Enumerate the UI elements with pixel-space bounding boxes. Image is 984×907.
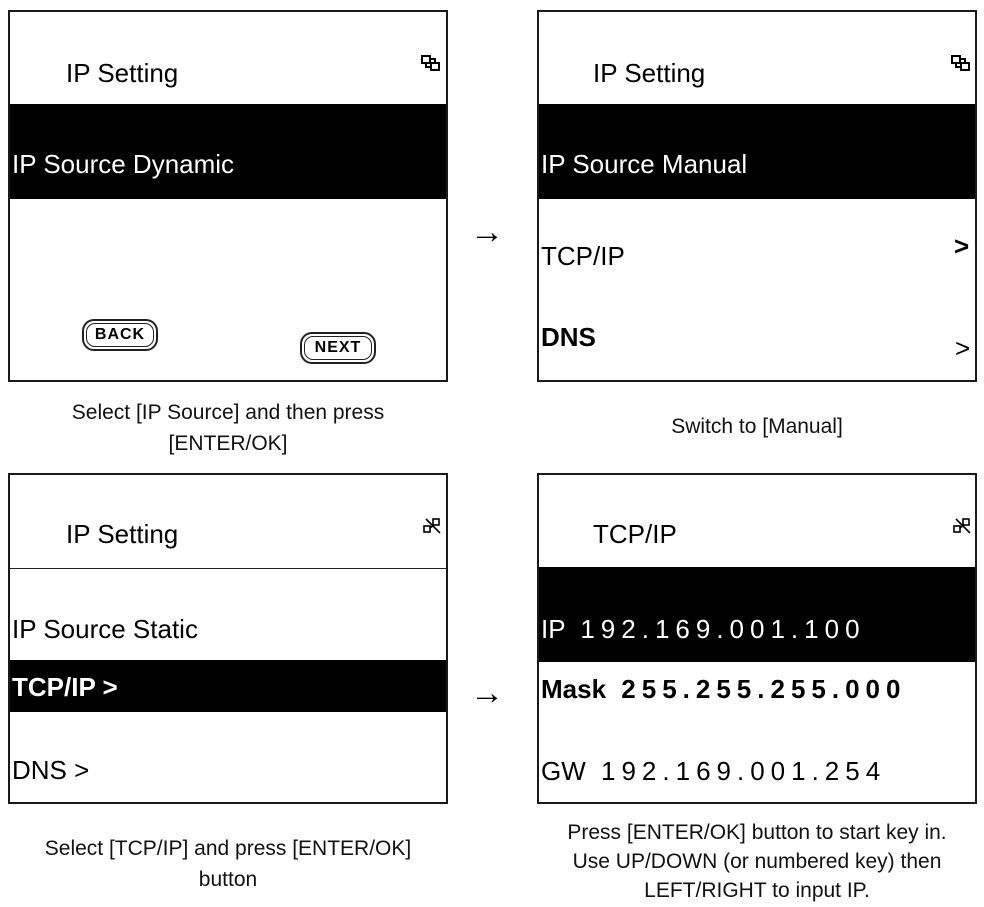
ip-value[interactable]: 192.169.001.100 — [580, 614, 866, 644]
screen-title: TCP/IP — [593, 519, 677, 549]
network-disconnected-icon — [422, 515, 444, 535]
ip-label: IP — [541, 614, 566, 644]
ip-source-row[interactable]: IP Source Dynamic — [12, 149, 235, 179]
next-button-label: NEXT — [304, 336, 372, 360]
screen-title: IP Setting — [66, 58, 179, 88]
network-disconnected-icon — [952, 515, 974, 535]
caption-panel-4 — [527, 818, 984, 905]
gw-field[interactable] — [541, 756, 886, 787]
caption-line: Use UP/DOWN (or numbered key) then — [572, 850, 942, 873]
gw-value[interactable]: 192.169.001.254 — [601, 756, 887, 786]
caption-line: Switch to [Manual] — [671, 415, 843, 438]
network-connected-icon — [950, 54, 972, 74]
flow-arrow-bottom: → — [470, 674, 504, 712]
screen-ip-setting-dynamic — [8, 10, 448, 382]
mask-field[interactable] — [541, 674, 906, 705]
screen-tcpip-settings — [537, 473, 977, 804]
caption-line: button — [198, 868, 258, 891]
network-connected-icon — [420, 54, 442, 74]
caption-line: Press [ENTER/OK] button to start key in. — [567, 821, 947, 844]
caption-line: LEFT/RIGHT to input IP. — [644, 879, 870, 902]
screen-ip-setting-manual — [537, 10, 977, 382]
next-button[interactable] — [300, 332, 376, 364]
tcpip-menu-item[interactable]: TCP/IP > — [12, 672, 118, 702]
caption-line: Select [IP Source] and then press — [71, 401, 385, 424]
dns-menu-item[interactable]: DNS — [541, 322, 596, 352]
ip-source-row[interactable]: IP Source Manual — [541, 149, 748, 179]
caption-line: Select [TCP/IP] and press [ENTER/OK] — [44, 837, 412, 860]
dns-menu-item[interactable]: DNS > — [12, 755, 90, 785]
ip-field[interactable] — [541, 614, 866, 645]
flow-arrow-top: → — [470, 213, 504, 251]
tcpip-chevron-icon: > — [954, 231, 970, 261]
caption-panel-1 — [8, 397, 448, 459]
mask-value[interactable]: 255.255.255.000 — [621, 674, 907, 704]
caption-panel-3 — [8, 833, 448, 895]
mask-label: Mask — [541, 674, 607, 704]
ip-source-row[interactable]: IP Source Static — [12, 614, 198, 644]
screen-title: IP Setting — [593, 58, 706, 88]
caption-line: [ENTER/OK] — [168, 432, 288, 455]
tcpip-menu-item[interactable]: TCP/IP — [541, 241, 625, 271]
back-button[interactable] — [82, 319, 158, 351]
dns-chevron-icon: > — [955, 333, 971, 363]
back-button-label: BACK — [86, 323, 154, 347]
gw-label: GW — [541, 756, 586, 786]
header-divider — [10, 568, 446, 569]
caption-panel-2 — [537, 411, 977, 442]
screen-title: IP Setting — [66, 519, 179, 549]
screen-ip-setting-static — [8, 473, 448, 804]
